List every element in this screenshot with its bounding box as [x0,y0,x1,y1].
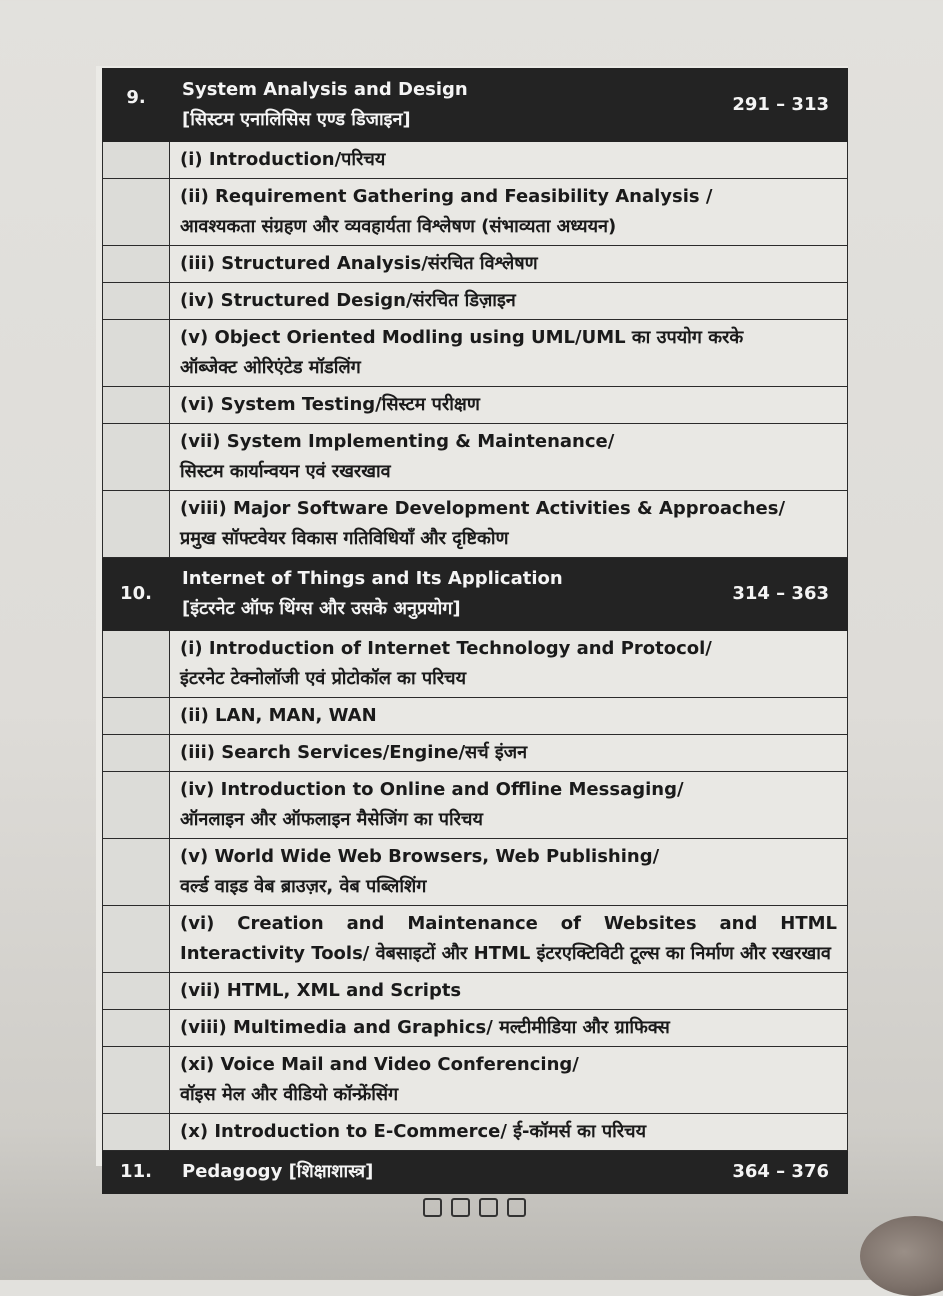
topic-text: (vii) System Implementing & Maintenance/ [180,431,615,452]
topic-text: (v) World Wide Web Browsers, Web Publishing/ [180,846,660,867]
topic-text: (vi) System Testing/सिस्टम परीक्षण [180,394,480,415]
topic-text-hindi: आवश्यकता संग्रहण और व्यवहार्यता विश्लेषण (संभाव्यता अध्ययन) [180,216,617,237]
topic-row [103,387,848,424]
topic-row [103,735,848,772]
topic-row [103,906,848,973]
topic-text: (iv) Structured Design/संरचित डिज़ाइन [180,290,516,311]
topic-row [103,772,848,839]
topic-text-hindi: इंटरनेट टेक्नोलॉजी एवं प्रोटोकॉल का परिचय [180,668,467,689]
topic-row [103,1114,848,1151]
topic-text: (ii) LAN, MAN, WAN [180,705,377,726]
section-title: System Analysis and Design [182,79,468,100]
topic-text: (viii) Major Software Development Activities & Approaches/ [180,498,786,519]
topic-text: (iv) Introduction to Online and Offline Messaging/ [180,779,684,800]
section-title: Pedagogy [शिक्षाशास्त्र] [182,1161,374,1182]
topic-row [103,631,848,698]
topic-text: (vi) Creation and Maintenance of Websites and HTML Interactivity Tools/ वेबसाइटों और HTML इंटरएक्टिविटी टूल्स का निर्माण और रखरखाव [180,913,837,964]
section-number: 11. [103,1151,170,1194]
square-glyph-icon [423,1198,442,1217]
square-glyph-icon [451,1198,470,1217]
finger-thumb [860,1216,943,1296]
topic-row [103,283,848,320]
topic-text: (xi) Voice Mail and Video Conferencing/ [180,1054,579,1075]
topic-text-hindi: सिस्टम कार्यान्वयन एवं रखरखाव [180,461,391,482]
topic-text-hindi: प्रमुख सॉफ्टवेयर विकास गतिविधियाँ और दृष्टिकोण [180,528,509,549]
topic-text-hindi: वॉइस मेल और वीडियो कॉन्फ्रेंसिंग [180,1084,399,1105]
topic-text: (viii) Multimedia and Graphics/ मल्टीमीडिया और ग्राफिक्स [180,1017,670,1038]
section-title: Internet of Things and Its Application [182,568,563,589]
topic-row [103,142,848,179]
topic-row [103,973,848,1010]
topic-text: (i) Introduction/परिचय [180,149,386,170]
topic-text: (ii) Requirement Gathering and Feasibility Analysis / [180,186,713,207]
topic-text-hindi: ऑब्जेक्ट ओरिएंटेड मॉडलिंग [180,357,361,378]
topic-row [103,320,848,387]
topic-text: (iii) Structured Analysis/संरचित विश्लेषण [180,253,538,274]
section-title-hindi: [सिस्टम एनालिसिस एण्ड डिजाइन] [182,109,411,130]
topic-text-hindi: ऑनलाइन और ऑफलाइन मैसेजिंग का परिचय [180,809,483,830]
section-header-11 [103,1151,848,1194]
topic-text: (vii) HTML, XML and Scripts [180,980,462,1001]
square-glyph-icon [507,1198,526,1217]
topic-text: (x) Introduction to E-Commerce/ ई-कॉमर्स का परिचय [180,1121,647,1142]
section-number: 10. [103,558,170,631]
table-of-contents [102,68,848,1194]
topic-text: (iii) Search Services/Engine/सर्च इंजन [180,742,528,763]
topic-row [103,491,848,558]
topic-row [103,246,848,283]
topic-text: (i) Introduction of Internet Technology and Protocol/ [180,638,712,659]
page-range: 364 – 376 [708,1151,848,1194]
topic-row [103,839,848,906]
topic-row [103,1010,848,1047]
topic-text: (v) Object Oriented Modling using UML/UML का उपयोग करके [180,327,744,348]
square-glyph-icon [479,1198,498,1217]
section-title-hindi: [इंटरनेट ऑफ थिंग्स और उसके अनुप्रयोग] [182,598,461,619]
topic-row [103,424,848,491]
section-header-9 [103,69,848,142]
section-header-10 [103,558,848,631]
page-end-marker [423,1198,526,1217]
topic-row [103,1047,848,1114]
topic-row [103,179,848,246]
page-range: 291 – 313 [708,69,848,142]
section-number: 9. [103,69,170,142]
topic-text-hindi: वर्ल्ड वाइड वेब ब्राउज़र, वेब पब्लिशिंग [180,876,427,897]
topic-row [103,698,848,735]
page-range: 314 – 363 [708,558,848,631]
